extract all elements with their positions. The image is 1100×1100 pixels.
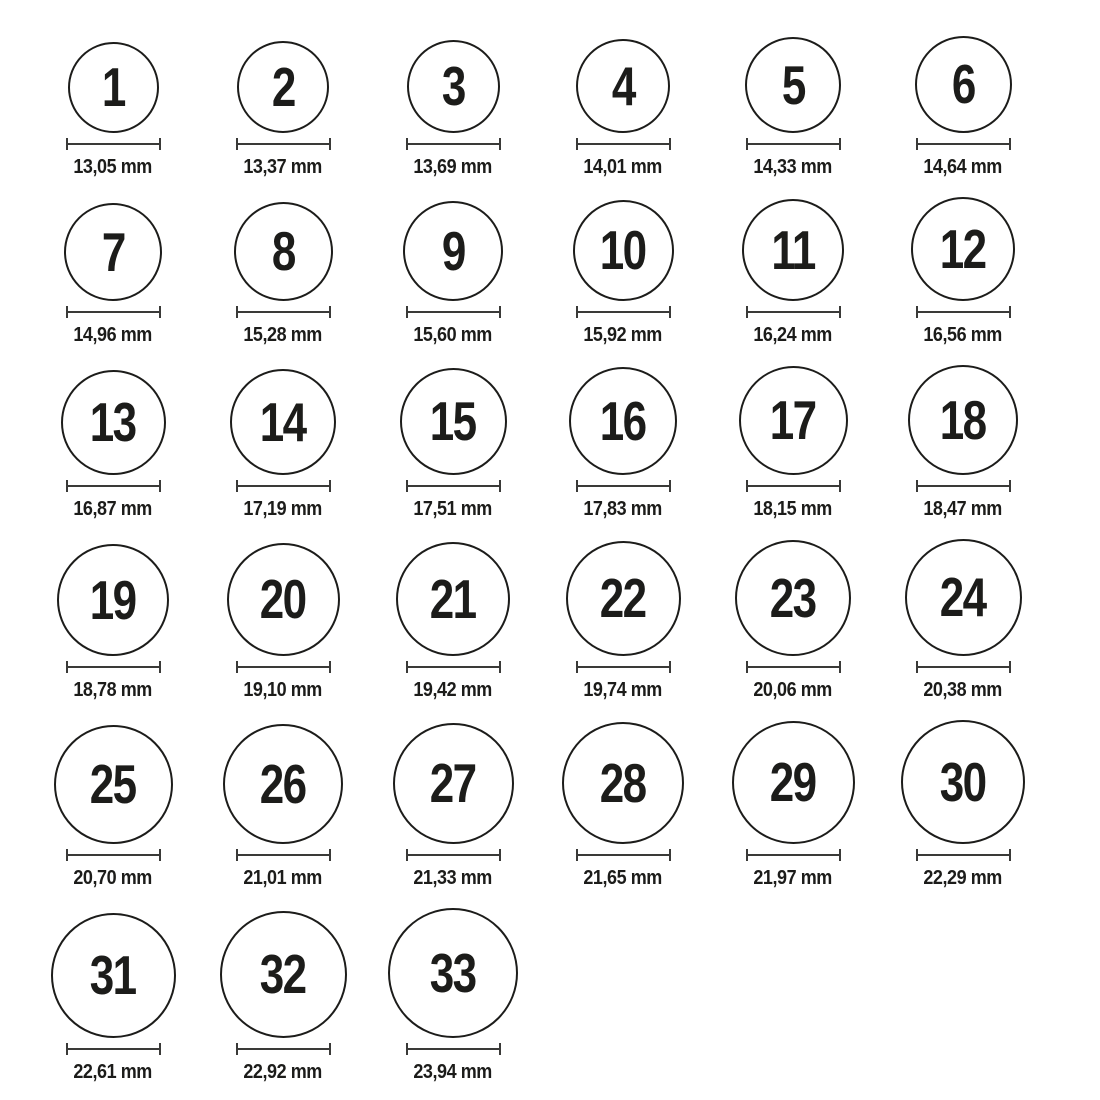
ring-size-cell (878, 720, 1048, 889)
diameter-label: 15,28 mm (243, 324, 323, 346)
measure-bar (918, 143, 1009, 146)
size-circle (396, 542, 510, 656)
size-circle (393, 723, 514, 844)
size-circle (57, 544, 169, 656)
diameter-label: 22,61 mm (73, 1061, 153, 1083)
size-number: 7 (101, 220, 125, 283)
ring-size-cell (28, 203, 198, 346)
ring-size-cell (708, 37, 878, 178)
ring-size-row (28, 365, 1100, 520)
ring-size-cell (878, 365, 1048, 520)
diameter-measure-line (236, 849, 331, 861)
size-number: 28 (600, 751, 646, 814)
diameter-measure-line (406, 306, 501, 318)
size-circle (68, 42, 159, 133)
measure-bar (238, 666, 329, 669)
diameter-measure-line (236, 138, 331, 150)
diameter-measure-line (236, 661, 331, 673)
size-circle (901, 720, 1025, 844)
size-number: 24 (940, 566, 986, 628)
measure-bar (408, 1048, 499, 1051)
size-number: 5 (781, 53, 805, 116)
ring-size-cell (708, 199, 878, 346)
diameter-label: 19,74 mm (583, 679, 663, 701)
diameter-measure-line (236, 306, 331, 318)
ring-size-cell (198, 724, 368, 889)
ring-size-cell (198, 543, 368, 701)
measure-bar (748, 485, 839, 488)
ring-size-cell (368, 201, 538, 346)
diameter-label: 23,94 mm (413, 1061, 493, 1083)
diameter-measure-line (66, 1043, 161, 1055)
measure-bar (68, 854, 159, 857)
size-circle (61, 370, 166, 475)
ring-size-cell (28, 42, 198, 178)
diameter-measure-line (746, 661, 841, 673)
size-number: 14 (260, 390, 306, 453)
diameter-measure-line (746, 306, 841, 318)
measure-bar (408, 485, 499, 488)
size-number: 13 (90, 391, 136, 453)
size-circle (562, 722, 684, 844)
diameter-label: 14,96 mm (73, 324, 153, 346)
diameter-label: 17,51 mm (413, 498, 493, 520)
diameter-measure-line (406, 480, 501, 492)
ring-size-row (28, 908, 1100, 1083)
diameter-label: 16,56 mm (923, 324, 1003, 346)
size-circle (742, 199, 844, 301)
size-circle (573, 200, 674, 301)
size-number: 20 (260, 568, 306, 630)
size-number: 11 (771, 218, 815, 281)
measure-bar (408, 143, 499, 146)
size-number: 6 (951, 53, 975, 115)
diameter-measure-line (66, 849, 161, 861)
ring-size-cell (368, 368, 538, 520)
size-circle (911, 197, 1015, 301)
diameter-measure-line (236, 1043, 331, 1055)
size-circle (915, 36, 1012, 133)
size-circle (569, 367, 677, 475)
ring-size-cell (368, 908, 538, 1083)
measure-bar (68, 1048, 159, 1051)
diameter-measure-line (746, 138, 841, 150)
diameter-measure-line (66, 661, 161, 673)
diameter-label: 20,38 mm (923, 679, 1003, 701)
size-circle (403, 201, 503, 301)
size-circle (54, 725, 173, 844)
diameter-label: 15,60 mm (413, 324, 493, 346)
diameter-label: 18,78 mm (73, 679, 153, 701)
size-circle (908, 365, 1018, 475)
diameter-measure-line (576, 306, 671, 318)
diameter-label: 21,65 mm (583, 867, 663, 889)
ring-size-cell (368, 542, 538, 701)
size-number: 23 (770, 566, 816, 629)
diameter-measure-line (916, 849, 1011, 861)
size-number: 26 (260, 752, 306, 815)
diameter-label: 21,01 mm (243, 867, 323, 889)
diameter-label: 22,92 mm (243, 1061, 323, 1083)
size-number: 17 (770, 389, 816, 451)
measure-bar (408, 666, 499, 669)
size-circle (735, 540, 851, 656)
measure-bar (238, 854, 329, 857)
size-number: 16 (600, 389, 646, 452)
measure-bar (918, 311, 1009, 314)
diameter-measure-line (406, 849, 501, 861)
diameter-measure-line (746, 480, 841, 492)
diameter-label: 16,87 mm (73, 498, 153, 520)
size-number: 27 (430, 752, 476, 814)
measure-bar (408, 854, 499, 857)
ring-size-cell (28, 370, 198, 520)
diameter-measure-line (916, 306, 1011, 318)
size-circle (407, 40, 500, 133)
size-number: 31 (90, 944, 136, 1006)
ring-size-row (28, 539, 1100, 701)
size-circle (227, 543, 340, 656)
diameter-label: 13,37 mm (243, 156, 323, 178)
size-number: 1 (101, 56, 125, 118)
size-number: 12 (940, 217, 986, 280)
diameter-measure-line (406, 1043, 501, 1055)
measure-bar (578, 485, 669, 488)
measure-bar (578, 143, 669, 146)
measure-bar (238, 311, 329, 314)
ring-size-cell (198, 369, 368, 520)
ring-size-cell (538, 722, 708, 889)
size-circle (388, 908, 518, 1038)
size-circle (732, 721, 855, 844)
measure-bar (578, 666, 669, 669)
diameter-label: 20,70 mm (73, 867, 153, 889)
ring-size-cell (198, 41, 368, 178)
size-number: 30 (940, 750, 986, 813)
size-number: 21 (430, 567, 476, 630)
measure-bar (578, 854, 669, 857)
measure-bar (68, 485, 159, 488)
measure-bar (918, 854, 1009, 857)
measure-bar (578, 311, 669, 314)
ring-size-cell (198, 202, 368, 346)
measure-bar (748, 666, 839, 669)
measure-bar (408, 311, 499, 314)
diameter-label: 14,64 mm (923, 156, 1003, 178)
size-circle (237, 41, 329, 133)
measure-bar (918, 485, 1009, 488)
size-number: 2 (271, 55, 295, 118)
diameter-label: 17,83 mm (583, 498, 663, 520)
size-number: 3 (441, 55, 465, 117)
diameter-label: 22,29 mm (923, 867, 1003, 889)
diameter-label: 17,19 mm (243, 498, 323, 520)
size-number: 15 (430, 390, 476, 452)
diameter-measure-line (66, 306, 161, 318)
diameter-measure-line (916, 661, 1011, 673)
measure-bar (238, 143, 329, 146)
diameter-label: 14,33 mm (753, 156, 833, 178)
size-number: 10 (600, 219, 646, 281)
diameter-label: 18,15 mm (753, 498, 833, 520)
size-circle (400, 368, 507, 475)
ring-size-cell (198, 911, 368, 1083)
ring-size-cell (368, 723, 538, 889)
size-circle (566, 541, 681, 656)
ring-size-cell (708, 721, 878, 889)
size-number: 25 (90, 753, 136, 815)
size-circle (905, 539, 1022, 656)
measure-bar (918, 666, 1009, 669)
diameter-measure-line (576, 138, 671, 150)
diameter-measure-line (406, 661, 501, 673)
diameter-label: 21,97 mm (753, 867, 833, 889)
size-circle (745, 37, 841, 133)
size-circle (234, 202, 333, 301)
ring-size-row (28, 720, 1100, 889)
size-circle (51, 913, 176, 1038)
measure-bar (748, 311, 839, 314)
ring-size-cell (538, 367, 708, 520)
measure-bar (238, 485, 329, 488)
ring-size-cell (538, 541, 708, 701)
diameter-measure-line (236, 480, 331, 492)
ring-size-cell (368, 40, 538, 178)
diameter-label: 15,92 mm (583, 324, 663, 346)
diameter-measure-line (576, 661, 671, 673)
diameter-measure-line (406, 138, 501, 150)
diameter-label: 13,69 mm (413, 156, 493, 178)
diameter-measure-line (746, 849, 841, 861)
ring-size-cell (878, 36, 1048, 178)
measure-bar (748, 143, 839, 146)
ring-size-row (28, 197, 1100, 346)
diameter-measure-line (66, 138, 161, 150)
size-number: 19 (90, 568, 136, 631)
size-number: 29 (770, 751, 816, 813)
diameter-label: 16,24 mm (753, 324, 833, 346)
size-circle (64, 203, 162, 301)
size-number: 8 (271, 220, 295, 282)
ring-size-cell (538, 200, 708, 346)
size-circle (576, 39, 670, 133)
measure-bar (68, 666, 159, 669)
size-number: 9 (441, 219, 465, 282)
diameter-measure-line (576, 480, 671, 492)
size-circle (230, 369, 336, 475)
ring-size-cell (28, 913, 198, 1083)
ring-size-cell (28, 544, 198, 701)
diameter-label: 20,06 mm (753, 679, 833, 701)
ring-size-cell (538, 39, 708, 178)
size-number: 32 (260, 943, 306, 1005)
diameter-label: 18,47 mm (923, 498, 1003, 520)
ring-size-cell (878, 539, 1048, 701)
ring-size-cell (708, 366, 878, 520)
ring-size-cell (28, 725, 198, 889)
measure-bar (748, 854, 839, 857)
size-circle (220, 911, 347, 1038)
measure-bar (68, 143, 159, 146)
size-number: 18 (940, 388, 986, 451)
ring-size-cell (708, 540, 878, 701)
diameter-label: 21,33 mm (413, 867, 493, 889)
size-circle (739, 366, 848, 475)
diameter-measure-line (576, 849, 671, 861)
measure-bar (68, 311, 159, 314)
diameter-measure-line (66, 480, 161, 492)
ring-size-cell (878, 197, 1048, 346)
diameter-label: 13,05 mm (73, 156, 153, 178)
diameter-measure-line (916, 480, 1011, 492)
diameter-label: 14,01 mm (583, 156, 663, 178)
ring-size-row (28, 36, 1100, 178)
size-number: 33 (430, 941, 476, 1004)
diameter-label: 19,42 mm (413, 679, 493, 701)
size-number: 4 (611, 54, 635, 117)
diameter-label: 19,10 mm (243, 679, 323, 701)
size-circle (223, 724, 343, 844)
diameter-measure-line (916, 138, 1011, 150)
size-number: 22 (600, 567, 646, 629)
measure-bar (238, 1048, 329, 1051)
